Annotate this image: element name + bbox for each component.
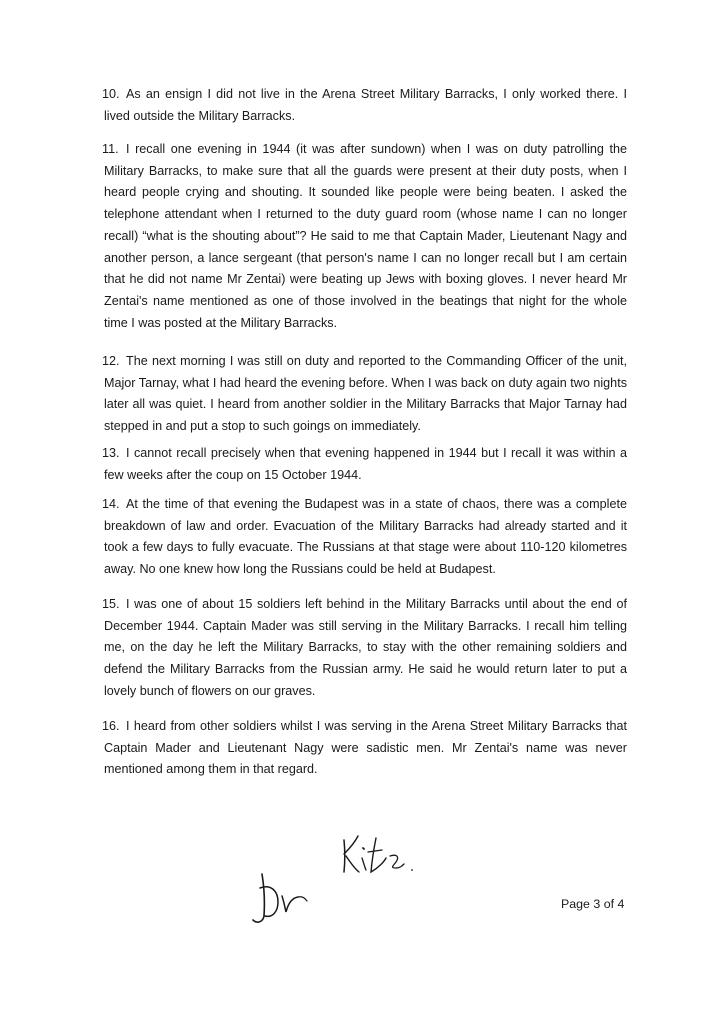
- paragraph-number: 14.: [102, 497, 120, 511]
- paragraph-10: [104, 84, 627, 127]
- paragraph-text: I recall one evening in 1944 (it was after sundown) when I was on duty patrolling the Military Barracks, to make sure that all the guards were present at their duty posts, when I heard people crying and shouting. It sounded like people were being beaten. I asked the telephone attendant when I returned to the duty guard room (whose name I can no longer recall) “what is the shouting about”? He said to me that Captain Mader, Lieutenant Nagy and another person, a lance sergeant (that person's name I can no longer recall but I am certain that he did not name Mr Zentai) were beating up Jews with boxing gloves. I never heard Mr Zentai's name mentioned as one of those involved in the beatings that night for the whole time I was posted at the Military Barracks.: [104, 142, 627, 330]
- paragraph-11: [104, 139, 627, 334]
- paragraph-14: [104, 494, 627, 581]
- paragraph-number: 11.: [102, 142, 119, 156]
- page-number: Page 3 of 4: [561, 897, 625, 911]
- paragraph-number: 16.: [102, 719, 120, 733]
- paragraph-text: I was one of about 15 soldiers left behind in the Military Barracks until about the end of December 1944. Captain Mader was still serving in the Military Barracks. I recall him telling me, on the day he left the Military Barracks, to stay with the other remaining soldiers and defend the Military Barracks from the Russian army. He said he would return later to put a lovely bunch of flowers on our graves.: [104, 597, 627, 698]
- paragraph-number: 10.: [102, 87, 120, 101]
- paragraph-12: [104, 351, 627, 438]
- paragraph-text: As an ensign I did not live in the Arena Street Military Barracks, I only worked there. I lived outside the Military Barracks.: [104, 87, 627, 123]
- paragraph-16: [104, 716, 627, 781]
- paragraph-number: 13.: [102, 446, 120, 460]
- paragraph-13: [104, 443, 627, 486]
- paragraph-text: I cannot recall precisely when that evening happened in 1944 but I recall it was within a few weeks after the coup on 15 October 1944.: [104, 446, 627, 482]
- paragraph-number: 12.: [102, 354, 120, 368]
- paragraph-text: At the time of that evening the Budapest was in a state of chaos, there was a complete breakdown of law and order. Evacuation of the Military Barracks had already started and it took a few days to fully evacuate. The Russians at that stage were about 110-120 kilometres away. No one knew how long the Russians could be held at Budapest.: [104, 497, 627, 577]
- handwritten-initials-icon: [338, 832, 423, 880]
- paragraph-text: The next morning I was still on duty and reported to the Commanding Officer of the unit, Major Tarnay, what I had heard the evening before. When I was back on duty again two nights later all was quiet. I heard from another soldier in the Military Barracks that Major Tarnay had stepped in and put a stop to such goings on immediately.: [104, 354, 627, 434]
- handwritten-signature-icon: [250, 870, 320, 926]
- paragraph-15: [104, 594, 627, 703]
- paragraph-number: 15.: [102, 597, 120, 611]
- paragraph-text: I heard from other soldiers whilst I was serving in the Arena Street Military Barracks that Captain Mader and Lieutenant Nagy were sadistic men. Mr Zentai's name was never mentioned among them in that regard.: [104, 719, 627, 777]
